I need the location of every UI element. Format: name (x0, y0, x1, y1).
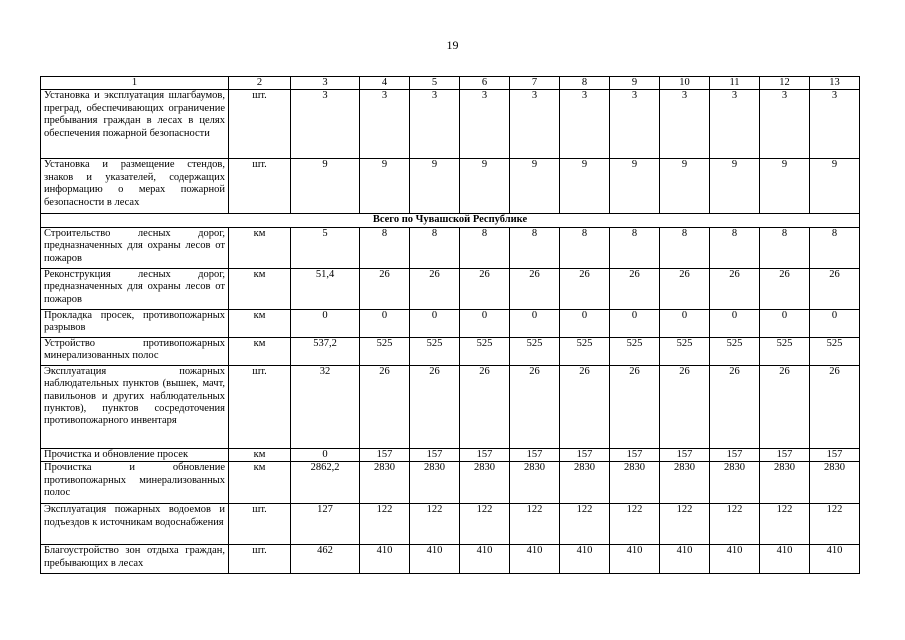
value-cell: 410 (660, 545, 710, 574)
value-cell: 9 (560, 159, 610, 214)
value-cell: 26 (710, 365, 760, 448)
value-cell: 26 (660, 365, 710, 448)
value-cell: 122 (660, 504, 710, 545)
value-cell: 26 (360, 268, 410, 309)
table-row (41, 462, 860, 504)
column-number-cell: 10 (660, 77, 710, 90)
column-number-cell: 2 (229, 77, 291, 90)
unit-cell: шт. (229, 545, 291, 574)
value-cell: 525 (710, 337, 760, 365)
value-cell: 2830 (560, 462, 610, 504)
measure-name-cell: Эксплуатация пожарных наблюдательных пунктов (вышек, мачт, павильонов и других наблюдательных пунктов), пунктов сосредоточения противопожарного инвентаря (41, 365, 229, 448)
value-cell: 8 (410, 227, 460, 268)
value-cell: 0 (360, 309, 410, 337)
value-cell: 26 (510, 365, 560, 448)
value-cell: 157 (560, 448, 610, 461)
table-row (41, 90, 860, 159)
value-cell: 3 (610, 90, 660, 159)
value-cell: 8 (460, 227, 510, 268)
value-cell: 0 (410, 309, 460, 337)
unit-cell: км (229, 227, 291, 268)
value-cell: 3 (410, 90, 460, 159)
value-cell: 2830 (610, 462, 660, 504)
value-cell: 525 (660, 337, 710, 365)
value-cell: 3 (510, 90, 560, 159)
value-cell: 525 (510, 337, 560, 365)
value-cell: 26 (460, 365, 510, 448)
measure-name-cell: Установка и эксплуатация шлагбаумов, преград, обеспечивающих ограничение пребывания граждан в лесах в целях обеспечения пожарной безопасности (41, 90, 229, 159)
value-cell: 9 (510, 159, 560, 214)
value-cell: 9 (760, 159, 810, 214)
value-cell: 157 (360, 448, 410, 461)
value-cell: 525 (810, 337, 860, 365)
value-cell: 32 (291, 365, 360, 448)
value-cell: 9 (291, 159, 360, 214)
value-cell: 410 (460, 545, 510, 574)
value-cell: 525 (360, 337, 410, 365)
measures-table (40, 76, 860, 574)
value-cell: 3 (360, 90, 410, 159)
value-cell: 0 (710, 309, 760, 337)
value-cell: 9 (460, 159, 510, 214)
value-cell: 525 (410, 337, 460, 365)
value-cell: 9 (360, 159, 410, 214)
value-cell: 157 (460, 448, 510, 461)
value-cell: 410 (410, 545, 460, 574)
value-cell: 26 (560, 268, 610, 309)
value-cell: 2862,2 (291, 462, 360, 504)
value-cell: 2830 (510, 462, 560, 504)
section-header-row (41, 214, 860, 227)
value-cell: 0 (291, 309, 360, 337)
value-cell: 8 (660, 227, 710, 268)
value-cell: 410 (710, 545, 760, 574)
value-cell: 122 (460, 504, 510, 545)
value-cell: 5 (291, 227, 360, 268)
value-cell: 157 (760, 448, 810, 461)
column-number-cell: 8 (560, 77, 610, 90)
column-number-cell: 11 (710, 77, 760, 90)
value-cell: 525 (460, 337, 510, 365)
measure-name-cell: Прокладка просек, противопожарных разрывов (41, 309, 229, 337)
value-cell: 8 (760, 227, 810, 268)
value-cell: 26 (560, 365, 610, 448)
value-cell: 26 (810, 268, 860, 309)
value-cell: 3 (710, 90, 760, 159)
value-cell: 157 (510, 448, 560, 461)
value-cell: 8 (810, 227, 860, 268)
value-cell: 2830 (410, 462, 460, 504)
table-row (41, 268, 860, 309)
value-cell: 525 (560, 337, 610, 365)
column-number-cell: 13 (810, 77, 860, 90)
value-cell: 525 (610, 337, 660, 365)
table-row (41, 159, 860, 214)
value-cell: 9 (610, 159, 660, 214)
column-number-row (41, 77, 860, 90)
measure-name-cell: Прочистка и обновление просек (41, 448, 229, 461)
value-cell: 26 (410, 268, 460, 309)
value-cell: 410 (510, 545, 560, 574)
value-cell: 3 (660, 90, 710, 159)
value-cell: 51,4 (291, 268, 360, 309)
value-cell: 0 (660, 309, 710, 337)
value-cell: 2830 (660, 462, 710, 504)
measure-name-cell: Установка и размещение стендов, знаков и указателей, содержащих информацию о мерах пожарной безопасности в лесах (41, 159, 229, 214)
value-cell: 410 (360, 545, 410, 574)
section-title: Всего по Чувашской Республике (41, 214, 860, 227)
unit-cell: км (229, 448, 291, 461)
page-number: 19 (446, 38, 459, 52)
value-cell: 2830 (460, 462, 510, 504)
value-cell: 8 (610, 227, 660, 268)
value-cell: 157 (710, 448, 760, 461)
column-number-cell: 6 (460, 77, 510, 90)
value-cell: 8 (560, 227, 610, 268)
measure-name-cell: Эксплуатация пожарных водоемов и подъездов к источникам водоснабжения (41, 504, 229, 545)
value-cell: 0 (760, 309, 810, 337)
value-cell: 122 (510, 504, 560, 545)
unit-cell: км (229, 462, 291, 504)
value-cell: 8 (510, 227, 560, 268)
value-cell: 2830 (760, 462, 810, 504)
value-cell: 410 (760, 545, 810, 574)
value-cell: 3 (560, 90, 610, 159)
value-cell: 26 (610, 365, 660, 448)
value-cell: 2830 (810, 462, 860, 504)
value-cell: 0 (291, 448, 360, 461)
value-cell: 157 (610, 448, 660, 461)
column-number-cell: 7 (510, 77, 560, 90)
value-cell: 2830 (710, 462, 760, 504)
value-cell: 122 (760, 504, 810, 545)
value-cell: 410 (560, 545, 610, 574)
measure-name-cell: Благоустройство зон отдыха граждан, пребывающих в лесах (41, 545, 229, 574)
value-cell: 122 (810, 504, 860, 545)
value-cell: 26 (710, 268, 760, 309)
value-cell: 157 (810, 448, 860, 461)
measure-name-cell: Устройство противопожарных минерализованных полос (41, 337, 229, 365)
value-cell: 26 (410, 365, 460, 448)
value-cell: 9 (710, 159, 760, 214)
value-cell: 9 (810, 159, 860, 214)
value-cell: 537,2 (291, 337, 360, 365)
value-cell: 8 (710, 227, 760, 268)
value-cell: 0 (510, 309, 560, 337)
value-cell: 26 (460, 268, 510, 309)
value-cell: 3 (810, 90, 860, 159)
unit-cell: шт. (229, 90, 291, 159)
column-number-cell: 9 (610, 77, 660, 90)
column-number-cell: 5 (410, 77, 460, 90)
value-cell: 462 (291, 545, 360, 574)
value-cell: 122 (360, 504, 410, 545)
table-row (41, 227, 860, 268)
value-cell: 157 (410, 448, 460, 461)
value-cell: 0 (810, 309, 860, 337)
unit-cell: шт. (229, 504, 291, 545)
table-row (41, 309, 860, 337)
value-cell: 525 (760, 337, 810, 365)
value-cell: 9 (660, 159, 710, 214)
value-cell: 122 (710, 504, 760, 545)
unit-cell: км (229, 309, 291, 337)
value-cell: 0 (460, 309, 510, 337)
value-cell: 8 (360, 227, 410, 268)
value-cell: 26 (810, 365, 860, 448)
unit-cell: км (229, 337, 291, 365)
unit-cell: шт. (229, 365, 291, 448)
column-number-cell: 12 (760, 77, 810, 90)
value-cell: 122 (610, 504, 660, 545)
unit-cell: км (229, 268, 291, 309)
unit-cell: шт. (229, 159, 291, 214)
value-cell: 127 (291, 504, 360, 545)
table-row (41, 504, 860, 545)
value-cell: 410 (610, 545, 660, 574)
table-row (41, 337, 860, 365)
table-row (41, 448, 860, 461)
value-cell: 157 (660, 448, 710, 461)
measure-name-cell: Строительство лесных дорог, предназначенных для охраны лесов от пожаров (41, 227, 229, 268)
value-cell: 0 (610, 309, 660, 337)
value-cell: 410 (810, 545, 860, 574)
value-cell: 3 (291, 90, 360, 159)
value-cell: 122 (410, 504, 460, 545)
measure-name-cell: Реконструкция лесных дорог, предназначенных для охраны лесов от пожаров (41, 268, 229, 309)
value-cell: 2830 (360, 462, 410, 504)
value-cell: 26 (610, 268, 660, 309)
table-row (41, 545, 860, 574)
value-cell: 3 (460, 90, 510, 159)
value-cell: 122 (560, 504, 610, 545)
measure-name-cell: Прочистка и обновление противопожарных минерализованных полос (41, 462, 229, 504)
value-cell: 26 (760, 268, 810, 309)
column-number-cell: 4 (360, 77, 410, 90)
column-number-cell: 1 (41, 77, 229, 90)
value-cell: 26 (760, 365, 810, 448)
value-cell: 26 (360, 365, 410, 448)
value-cell: 26 (510, 268, 560, 309)
column-number-cell: 3 (291, 77, 360, 90)
value-cell: 26 (660, 268, 710, 309)
value-cell: 0 (560, 309, 610, 337)
value-cell: 3 (760, 90, 810, 159)
table-row (41, 365, 860, 448)
value-cell: 9 (410, 159, 460, 214)
